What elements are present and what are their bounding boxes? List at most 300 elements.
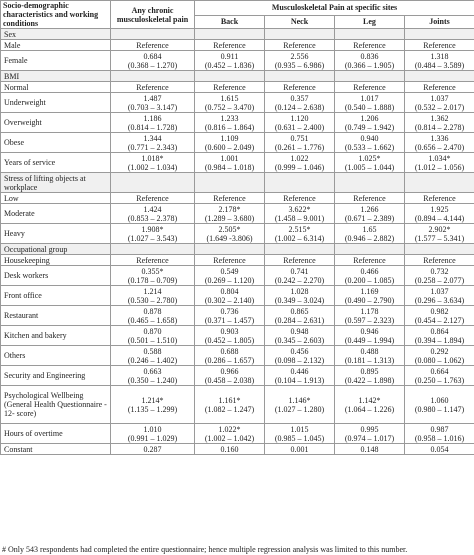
cell-back	[195, 133, 265, 153]
cell-neck	[265, 40, 335, 51]
cell-neck	[265, 224, 335, 244]
row-label: Years of service	[1, 153, 111, 173]
table-row	[1, 326, 474, 346]
cell-leg	[335, 366, 405, 386]
odds-ratio: 1.017	[360, 93, 379, 103]
confidence-interval: (1.458 – 9.001)	[274, 213, 325, 223]
odds-ratio: 0.054	[430, 444, 449, 454]
section-row	[1, 71, 474, 82]
cell-neck	[265, 346, 335, 366]
confidence-interval: (0.449 – 1.994)	[344, 335, 395, 345]
confidence-interval: (0.771 – 2.343)	[127, 142, 178, 152]
cell-joints	[405, 82, 474, 93]
cell-leg	[335, 93, 405, 113]
confidence-interval: (0.394 – 1.894)	[414, 335, 465, 345]
odds-ratio: 1.233	[220, 113, 239, 123]
table-row	[1, 286, 474, 306]
row-label: Normal	[1, 82, 111, 93]
cell-any-pain	[111, 40, 195, 51]
odds-ratio: 3.622*	[288, 204, 311, 214]
cell-any-pain	[111, 346, 195, 366]
cell-leg	[335, 204, 405, 224]
confidence-interval: (0.465 – 1.658)	[127, 315, 178, 325]
confidence-interval: (0.200 – 1.085)	[344, 275, 395, 285]
odds-ratio: 2.556	[290, 51, 309, 61]
odds-ratio: Reference	[283, 193, 316, 203]
cell-joints	[405, 93, 474, 113]
cell-joints	[405, 153, 474, 173]
odds-ratio: 1.178	[360, 306, 379, 316]
confidence-interval: (0.261 – 1.776)	[274, 142, 325, 152]
odds-ratio: 1.214*	[141, 395, 164, 405]
odds-ratio: 0.966	[220, 366, 239, 376]
section-label: Occupational group	[1, 244, 111, 255]
odds-ratio: 0.865	[290, 306, 309, 316]
header-any-chronic-pain: Any chronic musculoskeletal pain	[111, 1, 195, 29]
cell-any-pain	[111, 204, 195, 224]
row-label: Overweight	[1, 113, 111, 133]
empty-cell	[335, 29, 405, 40]
cell-joints	[405, 444, 474, 455]
cell-leg	[335, 224, 405, 244]
cell-leg	[335, 346, 405, 366]
confidence-interval: (0.452 – 1.836)	[204, 60, 255, 70]
odds-ratio: 1.169	[360, 286, 379, 296]
table-row	[1, 366, 474, 386]
row-label: Kitchen and bakery	[1, 326, 111, 346]
confidence-interval: (0.935 – 6.986)	[274, 60, 325, 70]
confidence-interval: (0.814 – 1.728)	[127, 122, 178, 132]
row-label: Underweight	[1, 93, 111, 113]
empty-cell	[111, 29, 195, 40]
odds-ratio: 0.995	[360, 424, 379, 434]
odds-ratio: Reference	[423, 82, 456, 92]
confidence-interval: (0.816 – 1.864)	[204, 122, 255, 132]
cell-neck	[265, 444, 335, 455]
empty-cell	[335, 244, 405, 255]
confidence-interval: (1.027 – 3.543)	[127, 233, 178, 243]
cell-joints	[405, 204, 474, 224]
cell-neck	[265, 82, 335, 93]
cell-joints	[405, 40, 474, 51]
cell-joints	[405, 424, 474, 444]
empty-cell	[405, 29, 474, 40]
empty-cell	[265, 29, 335, 40]
odds-ratio: 1.022*	[218, 424, 241, 434]
confidence-interval: (0.124 – 2.638)	[274, 102, 325, 112]
odds-ratio: 0.446	[290, 366, 309, 376]
cell-neck	[265, 255, 335, 266]
odds-ratio: 0.751	[290, 133, 309, 143]
confidence-interval: (0.894 – 4.144)	[414, 213, 465, 223]
confidence-interval: (0.597 – 2.323)	[344, 315, 395, 325]
odds-ratio: Reference	[213, 255, 246, 265]
empty-cell	[335, 173, 405, 193]
cell-any-pain	[111, 224, 195, 244]
confidence-interval: (1.027 – 1.280)	[274, 404, 325, 414]
confidence-interval: (0.980 – 1.147)	[414, 404, 465, 414]
cell-any-pain	[111, 133, 195, 153]
odds-ratio: 1.015	[290, 424, 309, 434]
section-row	[1, 29, 474, 40]
odds-ratio: Reference	[213, 40, 246, 50]
empty-cell	[195, 29, 265, 40]
cell-back	[195, 204, 265, 224]
confidence-interval: (0.946 – 2.882)	[344, 233, 395, 243]
row-label: Front office	[1, 286, 111, 306]
confidence-interval: (0.345 – 2.603)	[274, 335, 325, 345]
section-row	[1, 244, 474, 255]
header-characteristics: Socio-demographic characteristics and working conditions	[1, 1, 111, 29]
header-neck: Neck	[265, 15, 335, 28]
cell-leg	[335, 133, 405, 153]
odds-ratio: 1.615	[220, 93, 239, 103]
cell-neck	[265, 386, 335, 424]
confidence-interval: (0.484 – 3.589)	[414, 60, 465, 70]
odds-ratio: Reference	[283, 255, 316, 265]
cell-joints	[405, 193, 474, 204]
confidence-interval: (0.080 – 1.062)	[414, 355, 465, 365]
section-row	[1, 173, 474, 193]
cell-any-pain	[111, 366, 195, 386]
cell-joints	[405, 266, 474, 286]
odds-ratio: 0.549	[220, 266, 239, 276]
table-row	[1, 40, 474, 51]
cell-any-pain	[111, 424, 195, 444]
confidence-interval: (0.454 – 2.127)	[414, 315, 465, 325]
odds-ratio: 0.948	[290, 326, 309, 336]
confidence-interval: (0.656 – 2.470)	[414, 142, 465, 152]
row-label: Male	[1, 40, 111, 51]
cell-any-pain	[111, 153, 195, 173]
cell-back	[195, 113, 265, 133]
table-row	[1, 306, 474, 326]
cell-neck	[265, 366, 335, 386]
cell-any-pain	[111, 326, 195, 346]
table-row	[1, 386, 474, 424]
table-row	[1, 266, 474, 286]
cell-joints	[405, 255, 474, 266]
header-back: Back	[195, 15, 265, 28]
cell-any-pain	[111, 444, 195, 455]
confidence-interval: (0.749 – 1.942)	[344, 122, 395, 132]
row-label: Hours of overtime	[1, 424, 111, 444]
odds-ratio: 0.870	[143, 326, 162, 336]
confidence-interval: (0.530 – 2.780)	[127, 295, 178, 305]
odds-ratio: 1.018*	[141, 153, 164, 163]
odds-ratio: 0.456	[290, 346, 309, 356]
odds-ratio: 0.741	[290, 266, 309, 276]
odds-ratio: 0.864	[430, 326, 449, 336]
confidence-interval: (0.631 – 2.400)	[274, 122, 325, 132]
odds-ratio: 1.001	[220, 153, 239, 163]
cell-back	[195, 40, 265, 51]
cell-neck	[265, 326, 335, 346]
row-label: Security and Engineering	[1, 366, 111, 386]
header-specific-sites-group: Musculoskeletal Pain at specific sites	[195, 1, 474, 16]
odds-ratio: 1.146*	[288, 395, 311, 405]
odds-ratio: Reference	[136, 82, 169, 92]
confidence-interval: (0.178 – 0.709)	[127, 275, 178, 285]
odds-ratio: 0.466	[360, 266, 379, 276]
table-row	[1, 113, 474, 133]
odds-ratio: 0.688	[220, 346, 239, 356]
confidence-interval: (0.246 – 1.402)	[127, 355, 178, 365]
cell-leg	[335, 82, 405, 93]
odds-ratio: Reference	[353, 255, 386, 265]
odds-ratio: 0.736	[220, 306, 239, 316]
odds-ratio: 0.357	[290, 93, 309, 103]
cell-back	[195, 82, 265, 93]
cell-back	[195, 266, 265, 286]
cell-neck	[265, 93, 335, 113]
confidence-interval: (0.490 – 2.790)	[344, 295, 395, 305]
odds-ratio: 1.206	[360, 113, 379, 123]
table-row	[1, 444, 474, 455]
cell-neck	[265, 153, 335, 173]
row-label: Obese	[1, 133, 111, 153]
row-label: Restaurant	[1, 306, 111, 326]
odds-ratio: Reference	[353, 40, 386, 50]
row-label: Housekeeping	[1, 255, 111, 266]
odds-ratio: 0.160	[220, 444, 239, 454]
odds-ratio: Reference	[136, 40, 169, 50]
cell-joints	[405, 133, 474, 153]
cell-neck	[265, 51, 335, 71]
confidence-interval: (0.104 – 1.913)	[274, 375, 325, 385]
odds-ratio: 0.987	[430, 424, 449, 434]
cell-joints	[405, 386, 474, 424]
confidence-interval: (1.135 – 1.299)	[127, 404, 178, 414]
odds-ratio: 1.487	[143, 93, 162, 103]
empty-cell	[195, 173, 265, 193]
confidence-interval: (0.368 – 1.270)	[127, 60, 178, 70]
confidence-interval: (1.289 – 3.680)	[204, 213, 255, 223]
cell-neck	[265, 133, 335, 153]
confidence-interval: (0.258 – 2.077)	[414, 275, 465, 285]
confidence-interval: (0.371 – 1.457)	[204, 315, 255, 325]
cell-back	[195, 93, 265, 113]
odds-ratio: 0.946	[360, 326, 379, 336]
odds-ratio: 0.903	[220, 326, 239, 336]
cell-leg	[335, 424, 405, 444]
cell-leg	[335, 51, 405, 71]
cell-neck	[265, 286, 335, 306]
row-label: Female	[1, 51, 111, 71]
cell-joints	[405, 113, 474, 133]
header-leg: Leg	[335, 15, 405, 28]
confidence-interval: (0.501 – 1.510)	[127, 335, 178, 345]
section-label: BMI	[1, 71, 111, 82]
odds-ratio: Reference	[423, 40, 456, 50]
cell-back	[195, 286, 265, 306]
empty-cell	[265, 71, 335, 82]
odds-ratio: 2.505*	[218, 224, 241, 234]
cell-back	[195, 153, 265, 173]
table-row	[1, 224, 474, 244]
odds-ratio: 1.142*	[358, 395, 381, 405]
cell-neck	[265, 204, 335, 224]
odds-ratio: 0.940	[360, 133, 379, 143]
cell-back	[195, 366, 265, 386]
cell-any-pain	[111, 113, 195, 133]
empty-cell	[265, 244, 335, 255]
confidence-interval: (0.286 – 1.657)	[204, 355, 255, 365]
cell-any-pain	[111, 193, 195, 204]
cell-any-pain	[111, 82, 195, 93]
confidence-interval: (1.064 – 1.226)	[344, 404, 395, 414]
confidence-interval: (0.671 – 2.389)	[344, 213, 395, 223]
confidence-interval: (0.098 – 2.132)	[274, 355, 325, 365]
row-label: Heavy	[1, 224, 111, 244]
table-row	[1, 82, 474, 93]
table-row	[1, 424, 474, 444]
odds-ratio: 1.120	[290, 113, 309, 123]
odds-ratio: 0.878	[143, 306, 162, 316]
odds-ratio: 1.028	[290, 286, 309, 296]
cell-neck	[265, 306, 335, 326]
cell-leg	[335, 326, 405, 346]
confidence-interval: (0.242 – 2.270)	[274, 275, 325, 285]
table-row	[1, 51, 474, 71]
odds-ratio: Reference	[213, 82, 246, 92]
table-body	[1, 29, 474, 455]
table-row	[1, 153, 474, 173]
cell-back	[195, 346, 265, 366]
empty-cell	[265, 173, 335, 193]
confidence-interval: (0.349 – 3.024)	[274, 295, 325, 305]
cell-leg	[335, 153, 405, 173]
cell-back	[195, 51, 265, 71]
cell-any-pain	[111, 51, 195, 71]
cell-leg	[335, 40, 405, 51]
cell-back	[195, 224, 265, 244]
cell-joints	[405, 346, 474, 366]
odds-ratio: 2.902*	[428, 224, 451, 234]
confidence-interval: (1.002 – 1.042)	[204, 433, 255, 443]
row-label: Others	[1, 346, 111, 366]
odds-ratio: 0.684	[143, 51, 162, 61]
cell-back	[195, 306, 265, 326]
odds-ratio: 0.732	[430, 266, 449, 276]
cell-any-pain	[111, 306, 195, 326]
cell-any-pain	[111, 255, 195, 266]
odds-ratio: Reference	[423, 255, 456, 265]
confidence-interval: (1.649 -3.806)	[206, 233, 253, 243]
cell-back	[195, 326, 265, 346]
cell-neck	[265, 113, 335, 133]
cell-back	[195, 255, 265, 266]
odds-ratio: 0.804	[220, 286, 239, 296]
confidence-interval: (0.532 – 2.017)	[414, 102, 465, 112]
empty-cell	[335, 71, 405, 82]
confidence-interval: (0.974 – 1.017)	[344, 433, 395, 443]
odds-ratio: 1.010	[143, 424, 162, 434]
odds-ratio: 1.161*	[218, 395, 241, 405]
odds-ratio: 0.836	[360, 51, 379, 61]
cell-leg	[335, 266, 405, 286]
empty-cell	[111, 173, 195, 193]
row-label: Psychological Wellbeing (General Health Questionnaire - 12- score)	[1, 386, 111, 424]
row-label: Low	[1, 193, 111, 204]
odds-ratio: 1.186	[143, 113, 162, 123]
confidence-interval: (0.985 – 1.045)	[274, 433, 325, 443]
table-row	[1, 193, 474, 204]
confidence-interval: (1.005 – 1.044)	[344, 162, 395, 172]
confidence-interval: (1.002 – 1.034)	[127, 162, 178, 172]
odds-ratio: Reference	[136, 255, 169, 265]
odds-ratio: 0.355*	[141, 266, 164, 276]
row-label: Desk workers	[1, 266, 111, 286]
confidence-interval: (0.302 – 2.140)	[204, 295, 255, 305]
cell-back	[195, 386, 265, 424]
odds-ratio: 1.037	[430, 93, 449, 103]
confidence-interval: (0.991 – 1.029)	[127, 433, 178, 443]
confidence-interval: (1.002 – 6.314)	[274, 233, 325, 243]
odds-ratio: Reference	[423, 193, 456, 203]
cell-leg	[335, 286, 405, 306]
confidence-interval: (0.999 – 1.046)	[274, 162, 325, 172]
odds-ratio: Reference	[283, 40, 316, 50]
empty-cell	[195, 244, 265, 255]
confidence-interval: (0.269 – 1.120)	[204, 275, 255, 285]
odds-ratio: 1.060	[430, 395, 449, 405]
odds-ratio: 0.911	[220, 51, 239, 61]
odds-ratio: 1.022	[290, 153, 309, 163]
cell-back	[195, 444, 265, 455]
confidence-interval: (0.600 – 2.049)	[204, 142, 255, 152]
cell-leg	[335, 193, 405, 204]
odds-ratio: 0.148	[360, 444, 379, 454]
odds-ratio: 2.515*	[288, 224, 311, 234]
odds-ratio: 0.292	[430, 346, 449, 356]
empty-cell	[405, 173, 474, 193]
empty-cell	[405, 244, 474, 255]
odds-ratio: 0.663	[143, 366, 162, 376]
cell-any-pain	[111, 286, 195, 306]
confidence-interval: (0.452 – 1.805)	[204, 335, 255, 345]
table-row	[1, 204, 474, 224]
odds-ratio: 1.65	[362, 224, 377, 234]
odds-ratio: 0.982	[430, 306, 449, 316]
odds-ratio: Reference	[136, 193, 169, 203]
cell-joints	[405, 306, 474, 326]
table-row	[1, 346, 474, 366]
odds-ratio: 1.037	[430, 286, 449, 296]
table-header	[1, 1, 474, 29]
odds-ratio: Reference	[213, 193, 246, 203]
cell-joints	[405, 224, 474, 244]
odds-ratio: 1.266	[360, 204, 379, 214]
odds-ratio: 1.109	[220, 133, 239, 143]
confidence-interval: (0.540 – 1.888)	[344, 102, 395, 112]
table-row	[1, 133, 474, 153]
table-footnote: # Only 543 respondents had completed the entire questionnaire; hence multiple regression analysis was limited to this number.	[2, 545, 408, 554]
table-row	[1, 255, 474, 266]
confidence-interval: (1.082 – 1.247)	[204, 404, 255, 414]
odds-ratio: 0.895	[360, 366, 379, 376]
empty-cell	[195, 71, 265, 82]
confidence-interval: (0.814 – 2.278)	[414, 122, 465, 132]
empty-cell	[111, 244, 195, 255]
cell-back	[195, 193, 265, 204]
confidence-interval: (0.752 – 3.470)	[204, 102, 255, 112]
confidence-interval: (0.958 – 1.016)	[414, 433, 465, 443]
cell-leg	[335, 386, 405, 424]
odds-ratio: 2.178*	[218, 204, 241, 214]
confidence-interval: (0.366 – 1.905)	[344, 60, 395, 70]
odds-ratio: 1.344	[143, 133, 162, 143]
